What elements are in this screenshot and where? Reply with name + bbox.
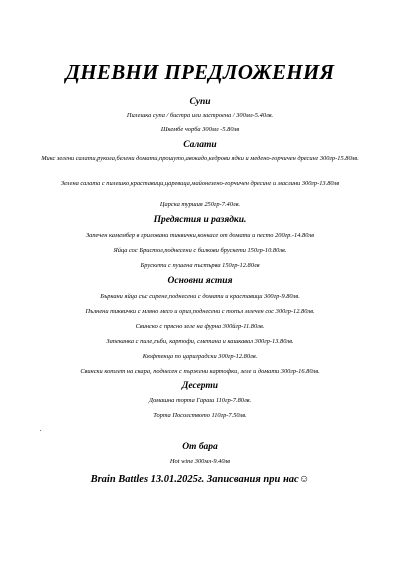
section-heading-starters: Предястия и разядки.	[153, 215, 247, 225]
menu-item: Брускети с пушена пъстърва 150гр-12.80лв	[140, 262, 260, 269]
menu-item: Свинско с прясно зеле на фурна 300йгр-11.80лв.	[135, 323, 265, 330]
section-heading-desserts: Десерти	[181, 381, 219, 391]
section-heading-bar: От бара	[182, 442, 218, 452]
menu-item: Запеканка с пиле,гъби, картофи, сметана и кашкавал 300гр-13.80лв.	[106, 338, 294, 345]
menu-item: Торта Посолството 110гр-7.50лв.	[153, 412, 247, 419]
menu-item: Шкембе чорба 300мл -5.80лв	[160, 126, 240, 133]
event-announcement: Brain Battles 13.01.2025г. Записвания при нас☺	[90, 474, 310, 485]
menu-item: Яйца сос Бристол,поднесени с билкови брускети 150гр-10.80лв.	[113, 247, 287, 254]
menu-item: Кюфтенца по цариградски 300гр-12.80лв.	[142, 353, 258, 360]
section-heading-main-courses: Основни ястия	[167, 276, 233, 286]
section-heading-soups: Супи	[189, 97, 211, 107]
section-heading-salads: Салати	[183, 140, 217, 150]
stray-dot: .	[40, 425, 42, 433]
menu-item: Hot wine 300мл-9.40лв	[169, 458, 231, 465]
menu-item: Домашна торта Гараш 110гр-7.80лв.	[148, 397, 252, 404]
page-title: ДНЕВНИ ПРЕДЛОЖЕНИЯ	[65, 60, 335, 84]
menu-item: Бъркани яйца със сирене,поднесени с домати и краставици 300гр-9.80лв.	[100, 293, 300, 300]
menu-item: Зелена салата с пилешко,краставици,царевица,майонезено-горчичен дресинг и маслини 300гр-13.80лв	[60, 180, 340, 187]
menu-item: Запечен камембер в гриловани тиквички,конкасе от домати и песто 200гр.-14.80лв	[86, 232, 314, 239]
menu-item: Пълнени тиквички с мляно месо и ориз,поднесени с топъл млечен сос 300гр-12.80лв.	[85, 308, 315, 315]
menu-item: Царска туршия 250гр-7.40лв.	[159, 201, 241, 208]
menu-item: Свински котлет на скара, поднесен с пържени картофки, зеле и домати 300гр-16.80лв.	[80, 368, 320, 375]
menu-item: Пилешка супа / бистра или застроена / 300мл-5.40лв.	[126, 112, 274, 119]
menu-item: Микс зелени салати,рукола,белени домати,прошуто,авокадо,кедрови ядки и медено-горчичен дресинг 300гр-15.80лв.	[41, 155, 359, 162]
